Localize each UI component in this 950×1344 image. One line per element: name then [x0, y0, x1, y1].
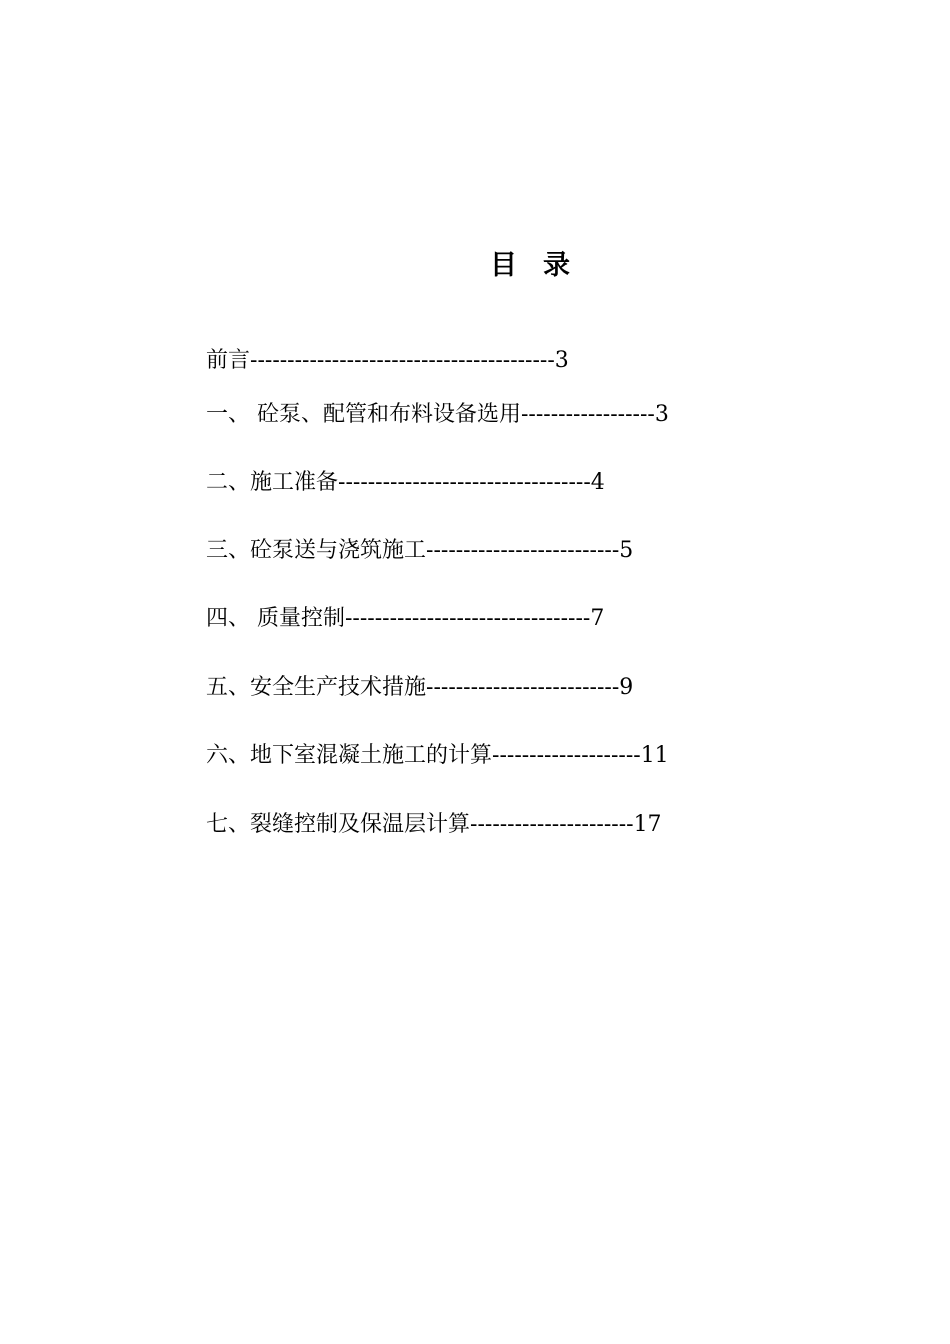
toc-entry-page: 7 [590, 606, 605, 631]
toc-entry-title: 一、 砼泵、配管和布料设备选用 [206, 402, 521, 427]
toc-entry-title: 三、砼泵送与浇筑施工 [206, 538, 427, 563]
toc-entry-page: 4 [590, 470, 605, 495]
toc-entry-leader: ---------------------- [470, 812, 634, 837]
toc-entry-title: 六、地下室混凝土施工的计算 [206, 743, 493, 768]
toc-entry-title: 七、裂缝控制及保温层计算 [206, 812, 471, 837]
toc-entry-leader: --------------------------------- [345, 606, 591, 631]
toc-entry-title: 二、施工准备 [206, 470, 339, 495]
toc-entry-title: 五、安全生产技术措施 [206, 675, 427, 700]
toc-entry-page: 9 [619, 675, 634, 700]
toc-entry [206, 741, 669, 771]
toc-entry-page: 17 [633, 812, 662, 837]
toc-title-char-2: 录 [543, 250, 570, 281]
toc-entry [206, 604, 604, 634]
toc-entry-leader: -------------------- [492, 743, 641, 768]
toc-title [0, 243, 950, 282]
toc-entry-title: 前言 [206, 348, 251, 373]
toc-entry-page: 3 [554, 348, 569, 373]
toc-title-char-1: 目 [490, 250, 517, 281]
toc-entry [206, 468, 605, 498]
toc-entry [206, 346, 569, 376]
toc-entry-leader: -------------------------- [426, 538, 620, 563]
toc-entry-page: 5 [619, 538, 634, 563]
toc-entry-leader: ----------------------------------------- [250, 348, 555, 373]
toc-entry [206, 400, 669, 430]
toc-entry-page: 3 [654, 402, 669, 427]
toc-entry [206, 810, 662, 840]
toc-entry [206, 536, 633, 566]
toc-entry-title: 四、 质量控制 [206, 606, 345, 631]
toc-entry-leader: ---------------------------------- [338, 470, 591, 495]
toc-entry [206, 673, 633, 703]
toc-entry-leader: ------------------ [521, 402, 655, 427]
toc-entry-page: 11 [640, 743, 669, 768]
toc-entry-leader: -------------------------- [426, 675, 620, 700]
